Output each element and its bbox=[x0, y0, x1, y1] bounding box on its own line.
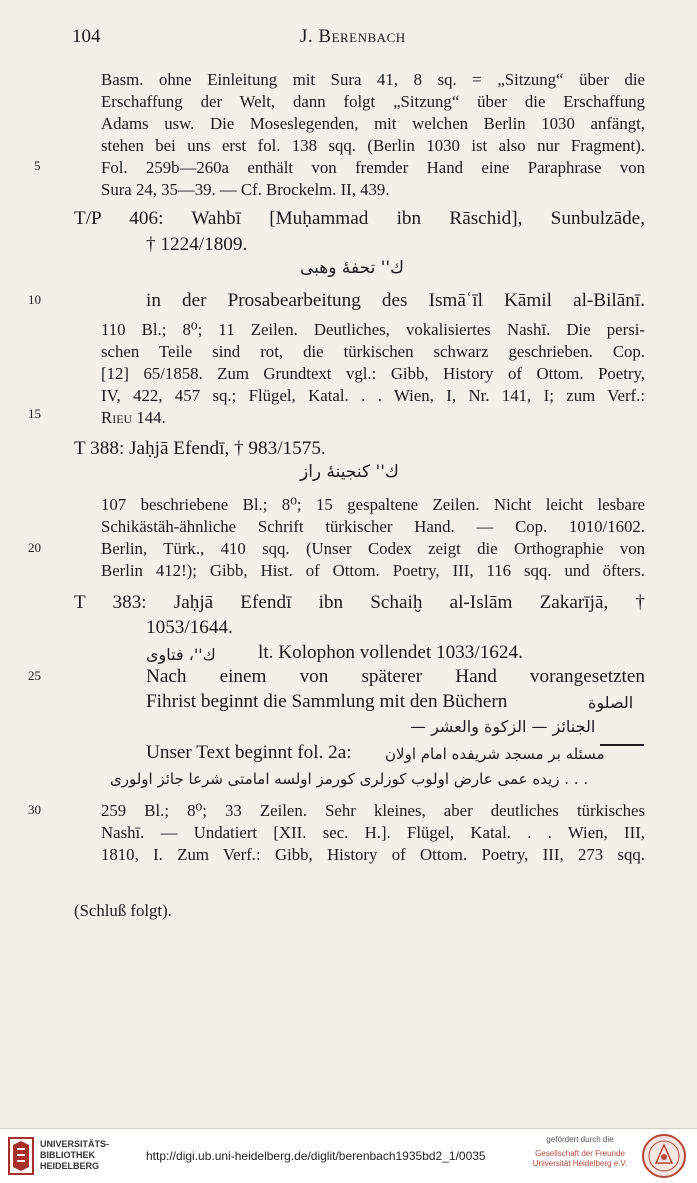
arabic-title: ك''، فتاوى bbox=[146, 645, 216, 664]
logo-line: HEIDELBERG bbox=[40, 1161, 100, 1171]
logo-line: BIBLIOTHEK bbox=[40, 1150, 95, 1160]
entry-body-line: Berlin 412!); Gibb, Hist. of Ottom. Poetry, III, 116 sqq. und öfters. bbox=[101, 561, 645, 580]
line-number: 10 bbox=[28, 292, 41, 307]
entry-heading: T/P 406: Wahbī [Muḥammad ibn Rāschid], Sunbulzāde, bbox=[74, 208, 645, 229]
line-number: 20 bbox=[28, 540, 41, 555]
paragraph-line: Basm. ohne Einleitung mit Sura 41, 8 sq. = „Sitzung“ über die bbox=[101, 70, 645, 89]
arabic-title: ك'' تحفهٔ وهبى bbox=[300, 258, 405, 278]
entry-line: in der Prosabearbeitung des Ismāʿīl Kāmil al-Bilānī. bbox=[146, 290, 645, 311]
source-url-link[interactable]: http://digi.ub.uni-heidelberg.de/diglit/berenbach1935bd2_1/0035 bbox=[146, 1149, 486, 1163]
closing-note: (Schluß folgt). bbox=[74, 901, 172, 920]
footer-bar bbox=[0, 1128, 697, 1183]
entry-body-line: IV, 422, 457 sq.; Flügel, Katal. . . Wien, I, Nr. 141, I; zum Verf.: bbox=[101, 386, 645, 405]
sponsor-credit bbox=[530, 1135, 630, 1169]
entry-line: Unser Text beginnt fol. 2a: bbox=[146, 742, 352, 763]
paragraph-line: stehen bei uns erst fol. 138 sqq. (Berlin 1030 ist also nur Fragment). bbox=[101, 136, 645, 155]
sponsor-line: Universität Heidelberg e.V. bbox=[532, 1159, 628, 1168]
entry-line: lt. Kolophon vollendet 1033/1624. bbox=[258, 642, 523, 663]
paragraph-line: Adams usw. Die Moseslegenden, mit welchen Berlin 1030 anfängt, bbox=[101, 114, 645, 133]
entry-heading: † 1224/1809. bbox=[146, 234, 248, 255]
arabic-text: زيده عمى عارض اولوب كوزلرى كورمز اولسه امامتى شرعا جائز اولورى . . . bbox=[110, 770, 589, 788]
paragraph-line: Erschaffung der Welt, dann folgt „Sitzung“ über die Erschaffung bbox=[101, 92, 645, 111]
entry-body-line: 110 Bl.; 8⁰; 11 Zeilen. Deutliches, vokalisiertes Nashī. Die persi- bbox=[101, 320, 645, 339]
page-number: 104 bbox=[72, 26, 101, 47]
entry-body-line: Berlin, Türk., 410 sqq. (Unser Codex zeigt die Orthographie von bbox=[101, 539, 645, 558]
sponsor-line: Gesellschaft der Freunde bbox=[535, 1149, 625, 1158]
entry-heading: T 388: Jaḥjā Efendī, † 983/1575. bbox=[74, 438, 326, 459]
library-logo-icon bbox=[8, 1137, 34, 1175]
paragraph-line: Fol. 259b—260a enthält von fremder Hand eine Paraphrase von bbox=[101, 158, 645, 177]
entry-body-line: schen Teile sind rot, die türkischen schwarz geschrieben. Cop. bbox=[101, 342, 645, 361]
paragraph-line: Sura 24, 35—39. — Cf. Brockelm. II, 439. bbox=[101, 180, 390, 199]
entry-body-line: 107 beschriebene Bl.; 8⁰; 15 gespaltene Zeilen. Nicht leicht lesbare bbox=[101, 495, 645, 514]
arabic-title: ك'' كنجينهٔ راز bbox=[300, 462, 399, 482]
entry-heading: 1053/1644. bbox=[146, 617, 233, 638]
entry-body-line: Nashī. — Undatiert [XII. sec. H.]. Flügel, Katal. . . Wien, III, bbox=[101, 823, 645, 842]
entry-body-line: 259 Bl.; 8⁰; 33 Zeilen. Sehr kleines, aber deutliches türkisches bbox=[101, 801, 645, 820]
line-number: 25 bbox=[28, 668, 41, 683]
entry-body-line: Rieu 144. bbox=[101, 408, 166, 427]
entry-line: Nach einem von späterer Hand vorangesetzten bbox=[146, 666, 645, 687]
entry-body-line: [12] 65/1858. Zum Grundtext vgl.: Gibb, History of Ottom. Poetry, bbox=[101, 364, 645, 383]
line-number: 5 bbox=[34, 158, 41, 173]
entry-body-line: 1810, I. Zum Verf.: Gibb, History of Ottom. Poetry, III, 273 sqq. bbox=[101, 845, 645, 864]
logo-line: UNIVERSITÄTS- bbox=[40, 1139, 110, 1149]
arabic-text: — الجنائز — الزكوة والعشر bbox=[410, 717, 596, 736]
university-seal-icon bbox=[641, 1133, 687, 1179]
rule-line bbox=[600, 744, 644, 746]
arabic-text: الصلوة bbox=[588, 693, 634, 712]
entry-line: Fihrist beginnt die Sammlung mit den Büchern bbox=[146, 691, 508, 712]
library-logo-text bbox=[40, 1139, 109, 1172]
line-number: 15 bbox=[28, 406, 41, 421]
sponsor-label: gefördert durch die bbox=[546, 1135, 614, 1144]
line-number: 30 bbox=[28, 802, 41, 817]
arabic-text: مسئله بر مسجد شريفده امام اولان bbox=[385, 745, 605, 763]
entry-heading: T 383: Jaḥjā Efendī ibn Schaiḫ al-Islām Zakarījā, † bbox=[74, 592, 645, 613]
running-title: J. Berenbach bbox=[300, 26, 406, 47]
entry-body-line: Schikästäh-ähnliche Schrift türkischer Hand. — Cop. 1010/1602. bbox=[101, 517, 645, 536]
